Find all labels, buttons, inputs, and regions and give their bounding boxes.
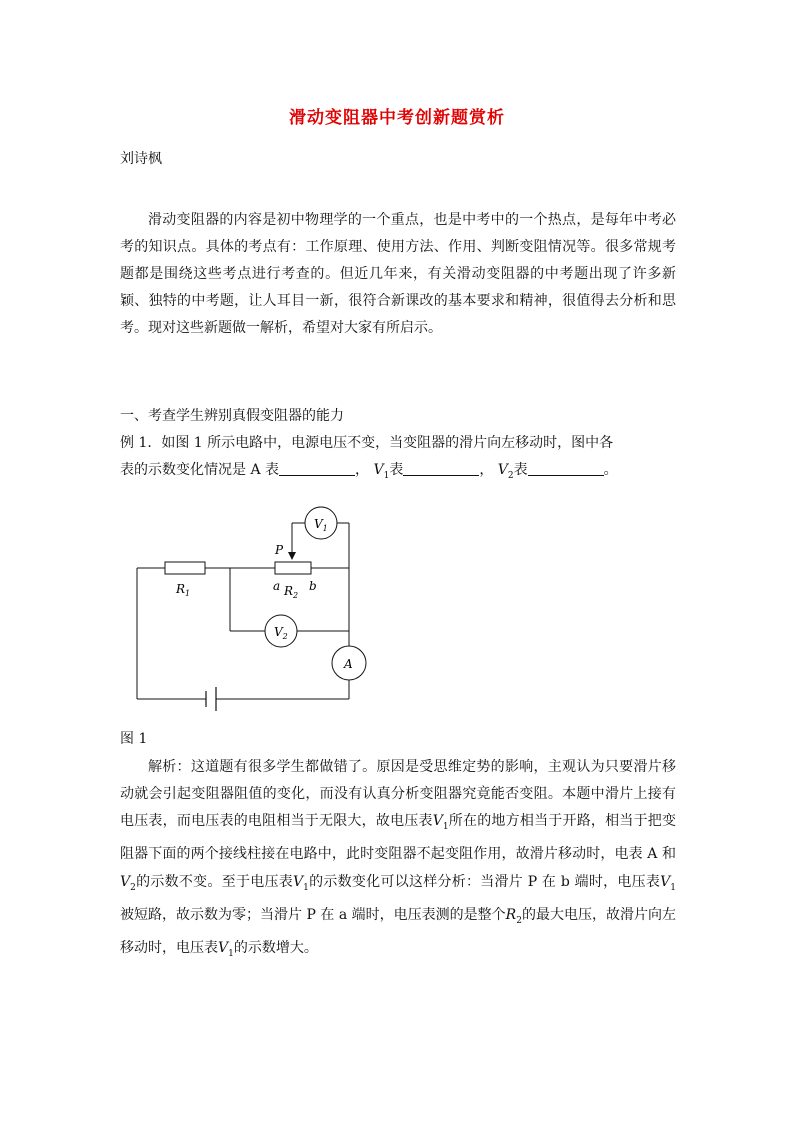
example-text-d: ， <box>479 462 494 478</box>
analysis-text-4: 的示数变化可以这样分析：当滑片 P 在 b 端时，电压表 <box>308 873 661 890</box>
v2-label: $V_2$ <box>274 625 288 641</box>
b-end-label: b <box>309 579 317 593</box>
section-heading: 一、考查学生辨别真假变阻器的能力 <box>120 408 344 424</box>
example-text-e: 表 <box>513 462 528 478</box>
example-line-2 <box>120 459 618 481</box>
sub-2: 2 <box>516 915 522 926</box>
v1-label: $V_1$ <box>314 517 328 533</box>
answer-blank-a[interactable] <box>279 461 355 476</box>
sub-1: 1 <box>228 948 234 959</box>
answer-blank-v1[interactable] <box>403 461 479 476</box>
analysis-paragraph <box>120 754 676 968</box>
r1-label: $R_1$ <box>176 582 191 598</box>
v-symbol: V <box>120 873 131 890</box>
v2-symbol: V <box>497 462 508 478</box>
sub-1: 1 <box>442 822 449 833</box>
resistor-r2 <box>275 562 311 574</box>
sub-1: 1 <box>303 882 309 893</box>
analysis-text-3: 的示数不变。至于电压表 <box>135 873 294 890</box>
figure-caption: 图 1 <box>120 731 148 747</box>
p-label: P <box>275 543 284 557</box>
page-title: 滑动变阻器中考创新题赏析 <box>289 108 505 128</box>
analysis-text-6: 的最大电压，故滑片向左移动时，电压表 <box>120 906 676 956</box>
r2-label: $R_2$ <box>284 584 299 600</box>
analysis-text-7: 的示数增大。 <box>233 939 318 956</box>
v-symbol: V <box>660 873 671 890</box>
author: 刘诗枫 <box>120 151 162 167</box>
a-end-label: a <box>273 579 281 593</box>
v1-symbol: V <box>373 462 384 478</box>
v-symbol: V <box>218 939 229 956</box>
v-symbol: V <box>293 873 304 890</box>
circuit-diagram <box>120 500 380 715</box>
analysis-text-1: 解析：这道题有很多学生都做错了。原因是受思维定势的影响，主观认为只要滑片移动就会引起变阻器阻值的变化，而没有认真分析变阻器究竟能否变阻。本题中滑片上接有电压表，而电压表的电阻相当于无限大，故电压表 <box>120 759 676 830</box>
analysis-text-2: 所在的地方相当于开路，相当于把变阻器下面的两个接线柱接在电路中，此时变阻器不起变阻作用，故滑片移动时，电表 A 和 <box>120 813 677 863</box>
a-label: A <box>344 657 353 671</box>
answer-blank-v2[interactable] <box>528 461 604 476</box>
v1-subscript: 1 <box>383 470 390 481</box>
example-text-a: 表的示数变化情况是 A 表 <box>120 462 280 478</box>
r-symbol: R <box>505 906 517 923</box>
example-line-1: 例 1．如图 1 所示电路中，电源电压不变，当变阻器的滑片向左移动时，图中各 <box>120 435 614 451</box>
example-text-c: 表 <box>389 462 404 478</box>
v-symbol: V <box>432 813 443 830</box>
analysis-text-5: 被短路，故示数为零；当滑片 P 在 a 端时，电压表测的是整个 <box>120 906 506 923</box>
sub-1: 1 <box>670 882 677 893</box>
sub-2: 2 <box>130 882 136 893</box>
intro-paragraph: 滑动变阻器的内容是初中物理学的一个重点，也是中考中的一个热点，是每年中考必考的知识点。具体的考点有：工作原理、使用方法、作用、判断变阻情况等。很多常规考题都是围绕这些考点进行考查的。但近几年来，有关滑动变阻器的中考题出现了许多新颖、独特的中考题，让人耳目一新，很符合新课改的基本要求和精神，很值得去分析和思考。现对这些新题做一解析，希望对大家有所启示。 <box>120 212 676 336</box>
example-text-f: 。 <box>603 462 618 478</box>
v2-subscript: 2 <box>507 470 514 481</box>
example-text-b: ， <box>355 462 370 478</box>
resistor-r1 <box>165 562 205 574</box>
